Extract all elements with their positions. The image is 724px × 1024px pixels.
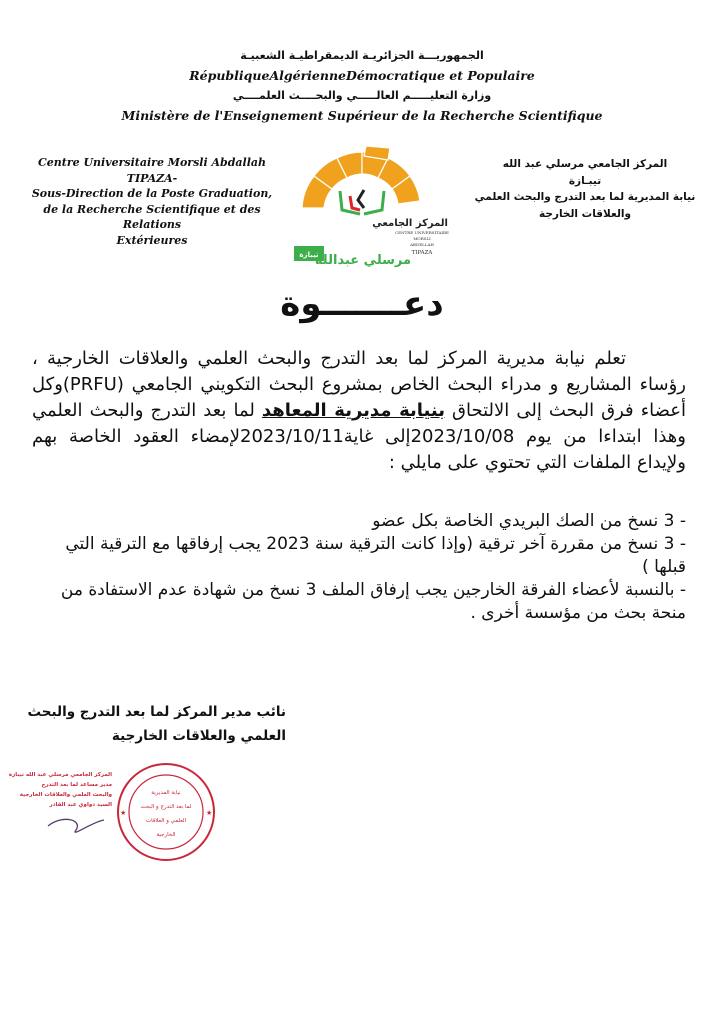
institution-french-block <box>16 155 288 248</box>
star-icon: ★ <box>120 809 127 817</box>
signature-block <box>16 700 286 748</box>
invitation-body <box>32 346 686 476</box>
stamp-side-line: السيد دواوي عبد القادر <box>49 802 112 808</box>
invitation-title: دعـــــــوة <box>280 284 444 324</box>
stamp-center-line: نيابة المديرية <box>151 790 181 796</box>
logo-badge-text: تيبازة <box>299 251 319 259</box>
logo-french-line: ABDELLAH <box>410 242 434 247</box>
institution-line-ar: والعلاقات الخارجة <box>538 207 632 220</box>
republic-arabic: الجمهوريـــة الجزائريـة الديمقراطيـة الشعبيـة <box>240 49 484 62</box>
institution-arabic-block <box>460 156 710 222</box>
stamp-side-line: المركز الجامعي مرسلي عبد الله تيبازة <box>8 772 112 778</box>
stamp-side-line: مدير مساعد لما بعد التدرج <box>41 782 112 788</box>
ministry-french: Ministère de l'Enseignement Supérieur de la Recherche Scientifique <box>121 108 603 123</box>
institution-line: Sous-Direction de la Poste Graduation, <box>31 187 273 200</box>
logo-french-line: CENTRE UNIVERSITAIRE <box>395 230 449 235</box>
body-emphasis: بنيابة مديرية المعاهد <box>261 400 445 421</box>
logo-big-name: مرسلي عبدالله <box>314 253 412 268</box>
body-part-2: لما بعد التدرج والبحث العلمي وهذا ابتداءا من يوم 2023/10/08إلى غاية2023/10/11لإمضاء العقود الخاصة بهم ولإيداع الملفات التي تحتوي على مايلي : <box>32 400 686 473</box>
list-item: - 3 نسخ من الصك البريدي الخاصة بكل عضو <box>372 511 686 531</box>
institution-line: Centre Universitaire Morsli Abdallah <box>37 156 266 169</box>
university-logo <box>292 146 452 272</box>
official-stamp <box>8 756 218 868</box>
logo-french-line: MORSLI <box>413 236 431 241</box>
stamp-graphic <box>8 756 218 868</box>
handwritten-signature-icon <box>48 819 104 832</box>
institution-line-ar: المركز الجامعي مرسلي عبد الله <box>502 158 668 170</box>
round-stamp-icon <box>118 764 214 860</box>
institution-line: TIPAZA- <box>126 171 178 185</box>
signatory-title-line: العلمي والعلاقات الخارجية <box>111 728 286 744</box>
document-header <box>0 46 724 126</box>
logo-arc-icon <box>302 146 420 208</box>
republic-french: RépubliqueAlgérienneDémocratique et Populaire <box>189 68 535 83</box>
rectangular-stamp-icon <box>9 771 113 808</box>
signatory-title-line: نائب مدير المركز لما بعد التدرج والبحث <box>27 704 286 720</box>
institution-line: de la Recherche Scientifique et des Relations <box>43 202 261 231</box>
stamp-center-line: العلمي و العلاقات <box>145 818 187 824</box>
required-documents-list <box>32 510 686 625</box>
ministry-arabic: وزارة التعليـــــم العالـــــي والبحــــث العلمــــي <box>232 89 492 102</box>
logo-arabic-name: المركز الجامعي <box>372 218 448 229</box>
list-item: - 3 نسخ من مقررة آخر ترقية (وإذا كانت الترقية سنة 2023 يجب إرفاقها مع الترقية التي قبلها ) <box>65 534 686 577</box>
list-item: - بالنسبة لأعضاء الفرقة الخارجين يجب إرفاق الملف 3 نسخ من شهادة عدم الاستفادة من منحة بحث من مؤسسة أخرى . <box>60 580 686 623</box>
body-part-1: تعلم نيابة مديرية المركز لما بعد التدرج والبحث العلمي والعلاقات الخارجية ، رؤساء المشاريع و مدراء البحث الخاص بمشروع البحث التكويني الجامعي (PRFU)وكل أعضاء فرق البحث إلى الالتحاق <box>32 348 686 421</box>
logo-french-line: TIPAZA <box>411 250 433 256</box>
stamp-center-line: الخارجية <box>156 832 176 838</box>
institution-line-ar: نيابة المديرية لما بعد التدرج والبحث العلمي <box>474 191 696 203</box>
logo-graphic <box>292 146 452 272</box>
stamp-center-line: لما بعد التدرج و البحث <box>140 804 192 810</box>
institution-line: Extérieures <box>116 233 188 247</box>
stamp-side-line: والبحث العلمي والعلاقات الخارجية <box>19 792 112 798</box>
institution-line-ar: تيبـازة <box>568 174 602 187</box>
star-icon: ★ <box>206 809 213 817</box>
open-book-icon <box>340 190 384 214</box>
